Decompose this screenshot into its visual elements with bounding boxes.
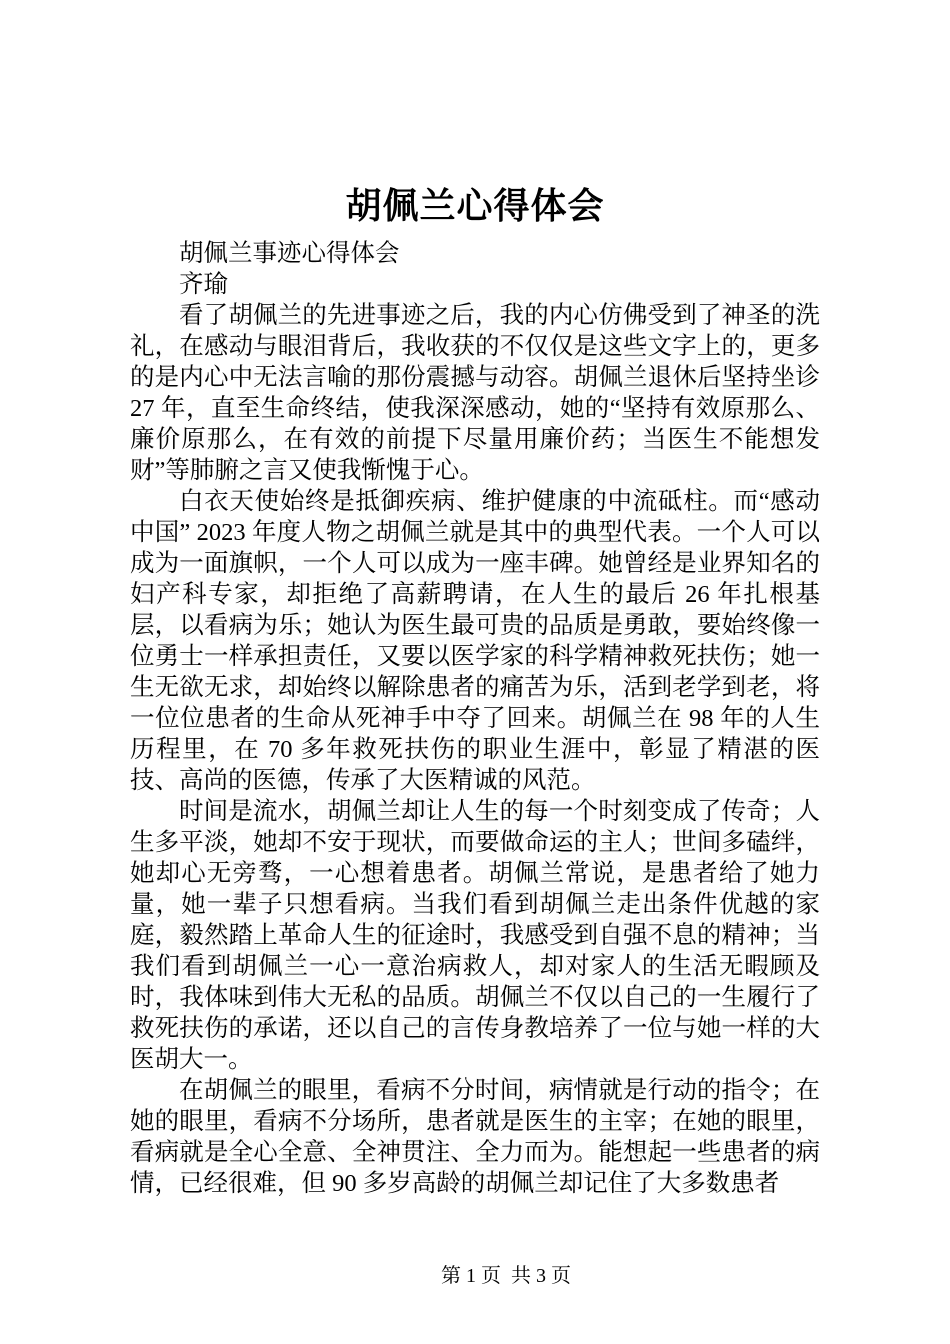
document-title: 胡佩兰心得体会	[345, 186, 605, 226]
paragraph-4: 在胡佩兰的眼里，看病不分时间，病情就是行动的指令；在她的眼里，看病不分场所，患者就是医生的主宰；在她的眼里，看病就是全心全意、全神贯注、全力而为。能想起一些患者的病情，已经很难，但 90 多岁高龄的胡佩兰却记住了大多数患者	[130, 1077, 820, 1197]
paragraph-2: 白衣天使始终是抵御疾病、维护健康的中流砥柱。而“感动中国” 2023 年度人物之胡佩兰就是其中的典型代表。一个人可以成为一面旗帜，一个人可以成为一座丰碑。她曾经是业界知名的妇产科专家，却拒绝了高薪聘请，在人生的最后 26 年扎根基层，以看病为乐；她认为医生最可贵的品质是勇敢，要始终像一位勇士一样承担责任，又要以医学家的科学精神救死扶伤；她一生无欲无求，却始终以解除患者的痛苦为乐，活到老学到老，将一位位患者的生命从死神手中夺了回来。胡佩兰在 98 年的人生历程里，在 70 多年救死扶伤的职业生涯中，彰显了精湛的医技、高尚的医德，传承了大医精诚的风范。	[130, 488, 820, 794]
document-body	[130, 238, 820, 1199]
paragraph-3: 时间是流水，胡佩兰却让人生的每一个时刻变成了传奇；人生多平淡，她却不安于现状，而要做命运的主人；世间多磕绊，她却心无旁骛，一心想着患者。胡佩兰常说，是患者给了她力量，她一辈子只想看病。当我们看到胡佩兰走出条件优越的家庭，毅然踏上革命人生的征途时，我感受到自强不息的精神；当我们看到胡佩兰一心一意治病救人，却对家人的生活无暇顾及时，我体味到伟大无私的品质。胡佩兰不仅以自己的一生履行了救死扶伤的承诺，还以自己的言传身教培养了一位与她一样的大医胡大一。	[130, 798, 820, 1073]
page-footer	[0, 1237, 950, 1315]
document-subtitle: 胡佩兰事迹心得体会	[179, 240, 400, 267]
page-number-indicator: 第 1 页 共 3 页	[441, 1265, 571, 1287]
paragraph-1: 看了胡佩兰的先进事迹之后，我的内心仿佛受到了神圣的洗礼，在感动与眼泪背后，我收获的不仅仅是这些文字上的，更多的是内心中无法言喻的那份震撼与动容。胡佩兰退休后坚持坐诊 27 年，直至生命终结，使我深深感动，她的“坚持有效原那么、廉价原那么，在有效的前提下尽量用廉价药；当医生不能想发财”等肺腑之言又使我惭愧于心。	[130, 302, 820, 484]
document-author: 齐瑜	[179, 271, 228, 298]
